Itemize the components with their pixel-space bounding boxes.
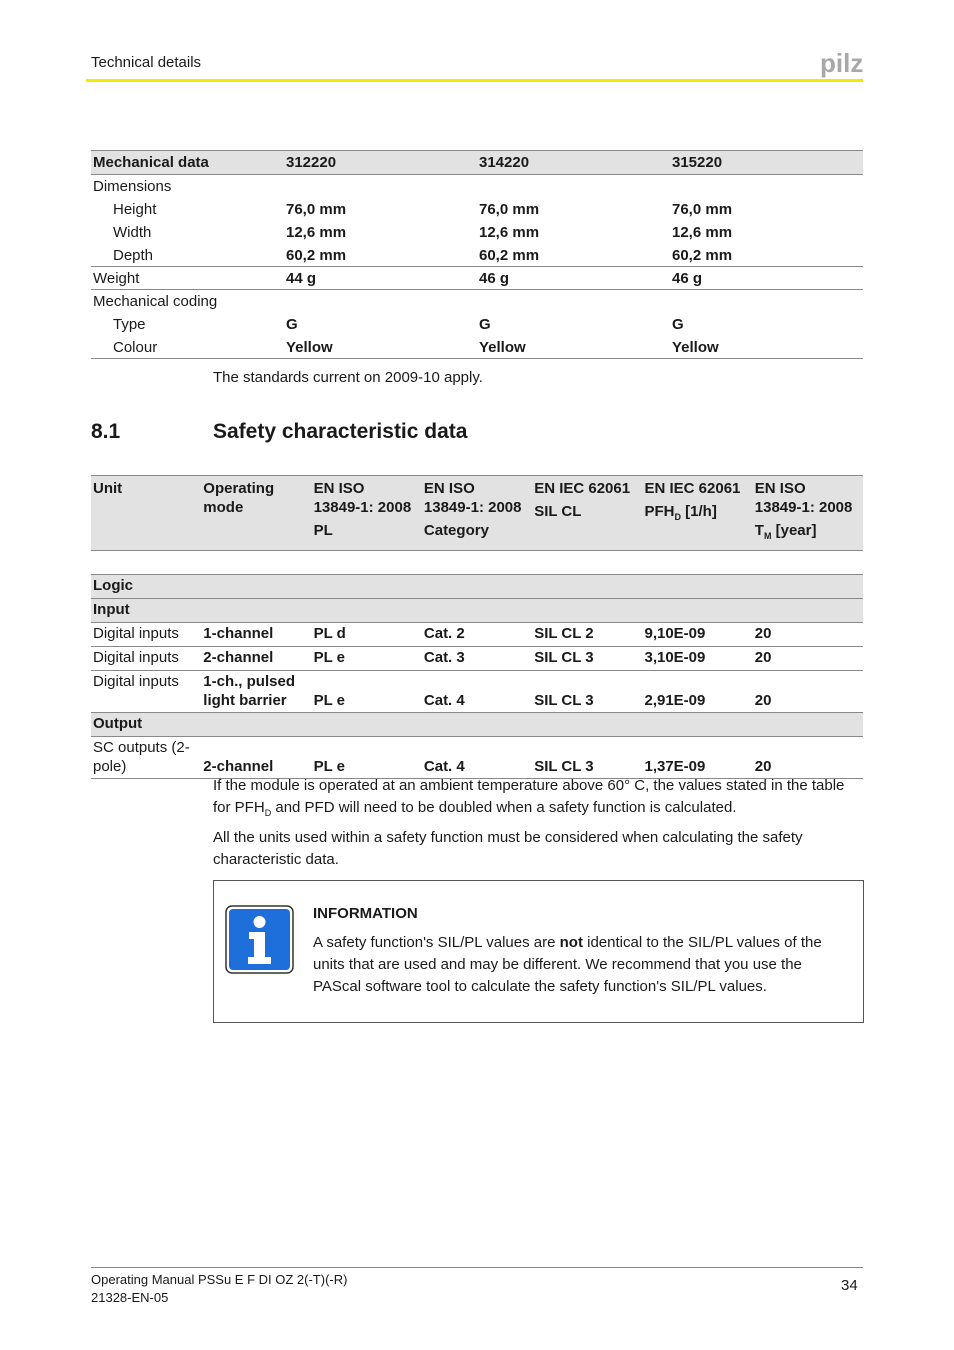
table-row bbox=[91, 221, 863, 244]
cell-mode: 1-ch., pulsed light barrier bbox=[201, 671, 311, 713]
cell-unit: Digital inputs bbox=[91, 647, 201, 671]
header-cell: Unit bbox=[91, 476, 201, 551]
group-label: Output bbox=[91, 713, 863, 737]
cell-value: 12,6 mm bbox=[479, 223, 540, 241]
row-label: Width bbox=[113, 223, 152, 241]
cell-value: Yellow bbox=[670, 336, 863, 359]
row-label: Depth bbox=[91, 244, 284, 267]
svg-text:pilz: pilz bbox=[820, 48, 864, 78]
cell-value: 76,0 mm bbox=[479, 200, 540, 218]
information-text: A safety function's SIL/PL values are not identical to the SIL/PL values of the units that are used and may be different. We recommend that you use the PAScal software tool to calculate the safety function's SIL/PL values. bbox=[313, 934, 822, 995]
header-rule bbox=[86, 79, 863, 82]
table-header-row bbox=[91, 151, 863, 175]
row-label: Dimensions bbox=[93, 178, 172, 195]
cell-value: 76,0 mm bbox=[672, 200, 733, 218]
group-row-logic bbox=[91, 575, 863, 599]
cell-unit: SC outputs (2- pole) bbox=[91, 737, 201, 779]
table-row bbox=[91, 737, 863, 779]
cell-tm: 20 bbox=[753, 647, 863, 671]
footer-manual-title: Operating Manual PSSu E F DI OZ 2(-T)(-R) bbox=[91, 1272, 348, 1287]
cell-pfh: 2,91E-09 bbox=[642, 671, 752, 713]
table-row bbox=[91, 244, 863, 267]
header-cell: EN ISO 13849-1: 2008 $T_M$ [year] bbox=[753, 476, 863, 551]
cell-mode: 2-channel bbox=[201, 647, 311, 671]
information-box bbox=[213, 880, 864, 1023]
cell-value: 46 g bbox=[670, 267, 863, 290]
table-row bbox=[91, 647, 863, 671]
header-cell: EN ISO 13849-1: 2008 Category bbox=[422, 476, 532, 551]
cell-pl: PL e bbox=[312, 647, 422, 671]
temperature-note: If the module is operated at an ambient temperature above 60° C, the values stated in the table for $PFH_D$ and PFD will need to be doubled when a safety function is calculated. bbox=[213, 777, 845, 818]
cell-cat: Cat. 4 bbox=[422, 737, 532, 779]
header-cell: 314220 bbox=[477, 151, 670, 175]
cell-pl: PL e bbox=[312, 737, 422, 779]
table-row bbox=[91, 336, 863, 359]
cell-pfh: 3,10E-09 bbox=[642, 647, 752, 671]
safety-data-table bbox=[91, 475, 863, 779]
cell-value: Yellow bbox=[284, 336, 477, 359]
header-cell: Operating mode bbox=[201, 476, 311, 551]
group-row-input bbox=[91, 599, 863, 623]
header-cell: EN ISO 13849-1: 2008 PL bbox=[312, 476, 422, 551]
cell-sil: SIL CL 2 bbox=[532, 623, 642, 647]
cell-value: Yellow bbox=[477, 336, 670, 359]
cell-value: 44 g bbox=[284, 267, 477, 290]
cell-value: G bbox=[286, 315, 298, 333]
units-note: All the units used within a safety function must be considered when calculating the safety characteristic data. bbox=[213, 829, 803, 868]
cell-value: G bbox=[479, 315, 491, 333]
group-label: Input bbox=[91, 599, 863, 623]
cell-pl: PL d bbox=[312, 623, 422, 647]
running-header: Technical details bbox=[91, 54, 202, 71]
cell-value: 60,2 mm bbox=[284, 244, 477, 267]
cell-tm: 20 bbox=[753, 623, 863, 647]
header-cell: 315220 bbox=[670, 151, 863, 175]
table-row bbox=[91, 313, 863, 336]
cell-cat: Cat. 4 bbox=[422, 671, 532, 713]
row-label: Weight bbox=[91, 267, 284, 290]
cell-tm: 20 bbox=[753, 671, 863, 713]
header-cell: Mechanical data bbox=[91, 151, 284, 175]
cell-tm: 20 bbox=[753, 737, 863, 779]
row-label: Type bbox=[113, 315, 146, 333]
standards-note: The standards current on 2009-10 apply. bbox=[213, 369, 483, 386]
cell-cat: Cat. 2 bbox=[422, 623, 532, 647]
cell-unit: Digital inputs bbox=[91, 671, 201, 713]
cell-pfh: 9,10E-09 bbox=[642, 623, 752, 647]
header-cell: 312220 bbox=[284, 151, 477, 175]
cell-value: 46 g bbox=[477, 267, 670, 290]
page-number: 34 bbox=[841, 1277, 858, 1294]
cell-sil: SIL CL 3 bbox=[532, 671, 642, 713]
cell-value: 12,6 mm bbox=[672, 223, 733, 241]
section-number: 8.1 bbox=[91, 420, 121, 443]
footer-rule bbox=[91, 1267, 863, 1268]
table-row bbox=[91, 267, 863, 290]
row-label: Height bbox=[113, 200, 157, 218]
cell-pfh: 1,37E-09 bbox=[642, 737, 752, 779]
cell-value: 60,2 mm bbox=[477, 244, 670, 267]
table-row bbox=[91, 671, 863, 713]
section-title: Safety characteristic data bbox=[213, 420, 468, 443]
group-label: Logic bbox=[91, 575, 863, 599]
cell-mode: 1-channel bbox=[201, 623, 311, 647]
cell-value: 60,2 mm bbox=[670, 244, 863, 267]
cell-unit: Digital inputs bbox=[91, 623, 201, 647]
table-row bbox=[91, 198, 863, 221]
section-heading bbox=[91, 420, 467, 444]
table-header-row bbox=[91, 476, 863, 551]
cell-cat: Cat. 3 bbox=[422, 647, 532, 671]
row-label: Colour bbox=[91, 336, 284, 359]
information-icon bbox=[225, 905, 294, 974]
cell-mode: 2-channel bbox=[201, 737, 311, 779]
mechanical-data-table bbox=[91, 150, 863, 359]
cell-value: G bbox=[672, 315, 684, 333]
table-row bbox=[91, 290, 863, 313]
table-row bbox=[91, 175, 863, 198]
information-title: INFORMATION bbox=[313, 905, 418, 922]
pilz-logo bbox=[820, 48, 864, 78]
cell-value: 76,0 mm bbox=[286, 200, 347, 218]
cell-sil: SIL CL 3 bbox=[532, 737, 642, 779]
header-cell: EN IEC 62061 $PFH_D$ [1/h] bbox=[642, 476, 752, 551]
row-label: Mechanical coding bbox=[93, 293, 218, 310]
group-row-output bbox=[91, 713, 863, 737]
cell-sil: SIL CL 3 bbox=[532, 647, 642, 671]
cell-pl: PL e bbox=[312, 671, 422, 713]
header-cell: EN IEC 62061 SIL CL bbox=[532, 476, 642, 551]
footer-doc-number: 21328-EN-05 bbox=[91, 1290, 169, 1305]
cell-value: 12,6 mm bbox=[286, 223, 347, 241]
table-row bbox=[91, 623, 863, 647]
